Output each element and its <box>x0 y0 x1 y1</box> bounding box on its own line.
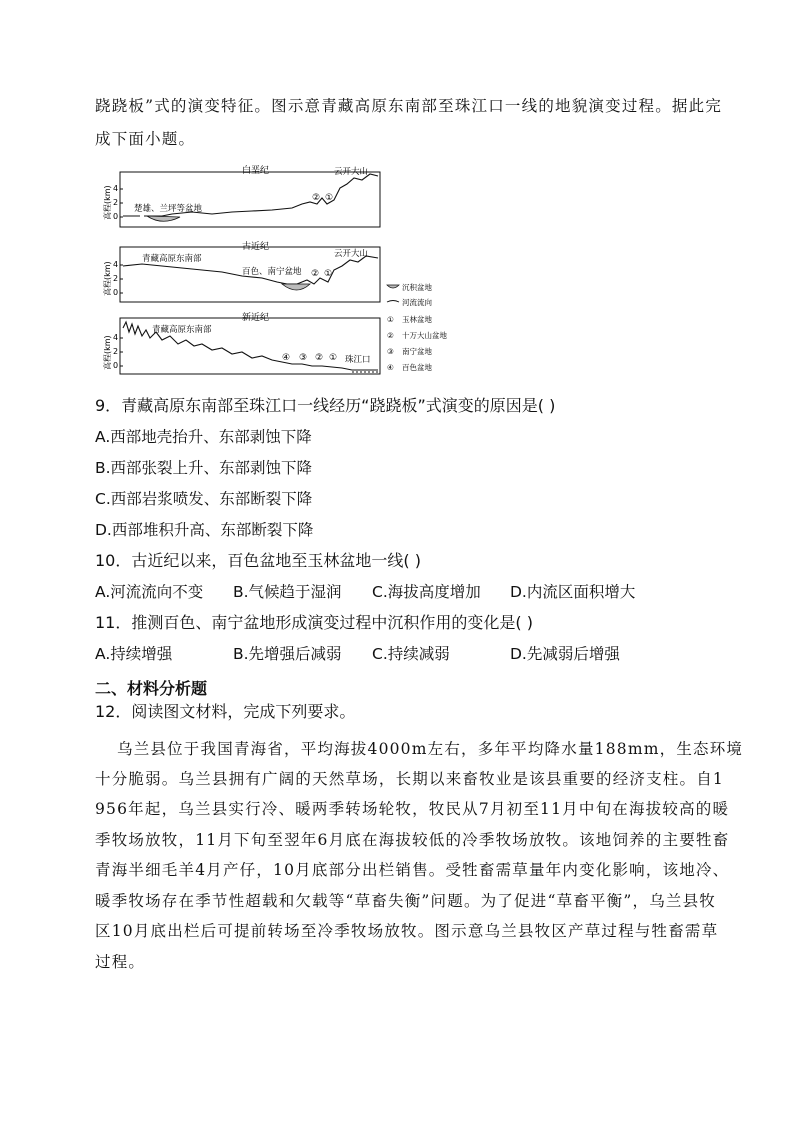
legend-text: 百色盆地 <box>402 363 432 372</box>
tick-label: 0 <box>113 212 119 221</box>
legend-text: 十万大山盆地 <box>402 331 447 340</box>
panel-cretaceous <box>102 164 380 227</box>
q12-paragraph-line: 乌兰县位于我国青海省，平均海拔4000m左右，多年平均降水量188mm，生态环境 <box>117 740 744 758</box>
marker: ② <box>312 193 321 203</box>
y-axis-label: 高程(km) <box>103 185 112 220</box>
figure-legend <box>387 282 447 372</box>
sediment-basin <box>282 284 310 290</box>
basin-label: 楚雄、兰坪等盆地 <box>134 204 203 214</box>
tick-label: 2 <box>113 347 119 356</box>
q11-option-b[interactable]: B.先增强后减弱 <box>233 645 342 663</box>
q11-option-d[interactable]: D.先减弱后增强 <box>510 645 620 663</box>
tick-label: 4 <box>113 260 119 269</box>
q9-option-a[interactable]: A.西部地壳抬升、东部剥蚀下降 <box>95 428 312 446</box>
legend-marker: ② <box>387 331 394 340</box>
tick-label: 0 <box>113 288 119 297</box>
q12-paragraph-line: 过程。 <box>95 953 146 971</box>
marker: ④ <box>282 353 291 363</box>
q11-option-c[interactable]: C.持续减弱 <box>372 645 450 663</box>
legend-marker: ③ <box>387 347 394 356</box>
panel-neogene <box>102 311 380 374</box>
y-axis-label: 高程(km) <box>103 261 112 296</box>
marker: ② <box>311 269 320 279</box>
sediment-basin <box>147 216 180 221</box>
legend-text: 玉林盆地 <box>402 315 432 324</box>
tick-label: 2 <box>113 274 119 283</box>
q10-option-a[interactable]: A.河流流向不变 <box>95 583 204 601</box>
mountain-label: 云开大山 <box>334 249 369 259</box>
q12-paragraph-line: 十分脆弱。乌兰县拥有广阔的天然草场，长期以来畜牧业是该县重要的经济支柱。自1 <box>95 770 724 788</box>
landform-evolution-figure <box>102 160 462 382</box>
tick-label: 4 <box>113 184 119 193</box>
q12-paragraph-line: 956年起，乌兰县实行冷、暖两季转场轮牧，牧民从7月初至11月中旬在海拔较高的暖 <box>95 800 730 818</box>
river-legend-icon <box>387 301 399 303</box>
intro-line-1: 跷跷板”式的演变特征。图示意青藏高原东南部至珠江口一线的地貌演变过程。据此完 <box>95 97 723 115</box>
q9-stem: 9．青藏高原东南部至珠江口一线经历“跷跷板”式演变的原因是( ) <box>95 396 556 415</box>
panel-title: 白垩纪 <box>242 166 270 176</box>
q10-option-c[interactable]: C.海拔高度增加 <box>372 583 481 601</box>
basin-label: 百色、南宁盆地 <box>242 267 302 277</box>
marker: ③ <box>299 353 308 363</box>
legend-text: 南宁盆地 <box>402 347 432 356</box>
tick-label: 2 <box>113 198 119 207</box>
q12-stem: 12．阅读图文材料，完成下列要求。 <box>95 702 356 721</box>
marker: ① <box>329 353 338 363</box>
marker: ① <box>325 193 334 203</box>
y-axis-label: 高程(km) <box>103 335 112 370</box>
marker: ② <box>315 353 324 363</box>
q9-option-b[interactable]: B.西部张裂上升、东部剥蚀下降 <box>95 459 313 477</box>
q12-paragraph-line: 青海半细毛羊4月产仔，10月底部分出栏销售。受牲畜需草量年内变化影响，该地冷、 <box>95 861 730 879</box>
estuary-label: 珠江口 <box>345 355 371 365</box>
q10-option-b[interactable]: B.气候趋于湿润 <box>233 583 342 601</box>
q10-stem: 10．古近纪以来，百色盆地至玉林盆地一线( ) <box>95 551 421 570</box>
legend-marker: ① <box>387 315 394 324</box>
q12-paragraph-line: 区10月底出栏后可提前转场至冷季牧场放牧。图示意乌兰县牧区产草过程与牲畜需草 <box>95 922 719 940</box>
region-label: 青藏高原东南部 <box>152 325 212 335</box>
q12-paragraph-line: 季牧场放牧，11月下旬至翌年6月底在海拔较低的冷季牧场放牧。该地饲养的主要牲畜 <box>95 831 730 849</box>
q12-paragraph-line: 暖季牧场存在季节性超载和欠载等“草畜失衡”问题。为了促进“草畜平衡”，乌兰县牧 <box>95 892 716 910</box>
section-2-title: 二、材料分析题 <box>95 679 208 698</box>
q9-option-c[interactable]: C.西部岩浆喷发、东部断裂下降 <box>95 490 313 508</box>
intro-line-2: 成下面小题。 <box>95 130 196 148</box>
q9-option-d[interactable]: D.西部堆积升高、东部断裂下降 <box>95 521 314 539</box>
legend-marker: ④ <box>387 363 394 372</box>
panel-paleogene <box>102 240 380 302</box>
legend-text: 沉积盆地 <box>402 283 432 292</box>
region-label: 青藏高原东南部 <box>142 254 202 264</box>
panel-title: 古近纪 <box>242 242 270 252</box>
tick-label: 0 <box>113 361 119 370</box>
q11-option-a[interactable]: A.持续增强 <box>95 645 173 663</box>
tick-label: 4 <box>113 333 119 342</box>
basin-legend-icon <box>387 285 399 288</box>
q11-stem: 11．推测百色、南宁盆地形成演变过程中沉积作用的变化是( ) <box>95 613 533 632</box>
legend-text: 河流流向 <box>402 298 432 307</box>
panel-title: 新近纪 <box>242 313 270 323</box>
q10-option-d[interactable]: D.内流区面积增大 <box>510 583 636 601</box>
mountain-label: 云开大山 <box>334 167 369 177</box>
marker: ① <box>324 269 333 279</box>
